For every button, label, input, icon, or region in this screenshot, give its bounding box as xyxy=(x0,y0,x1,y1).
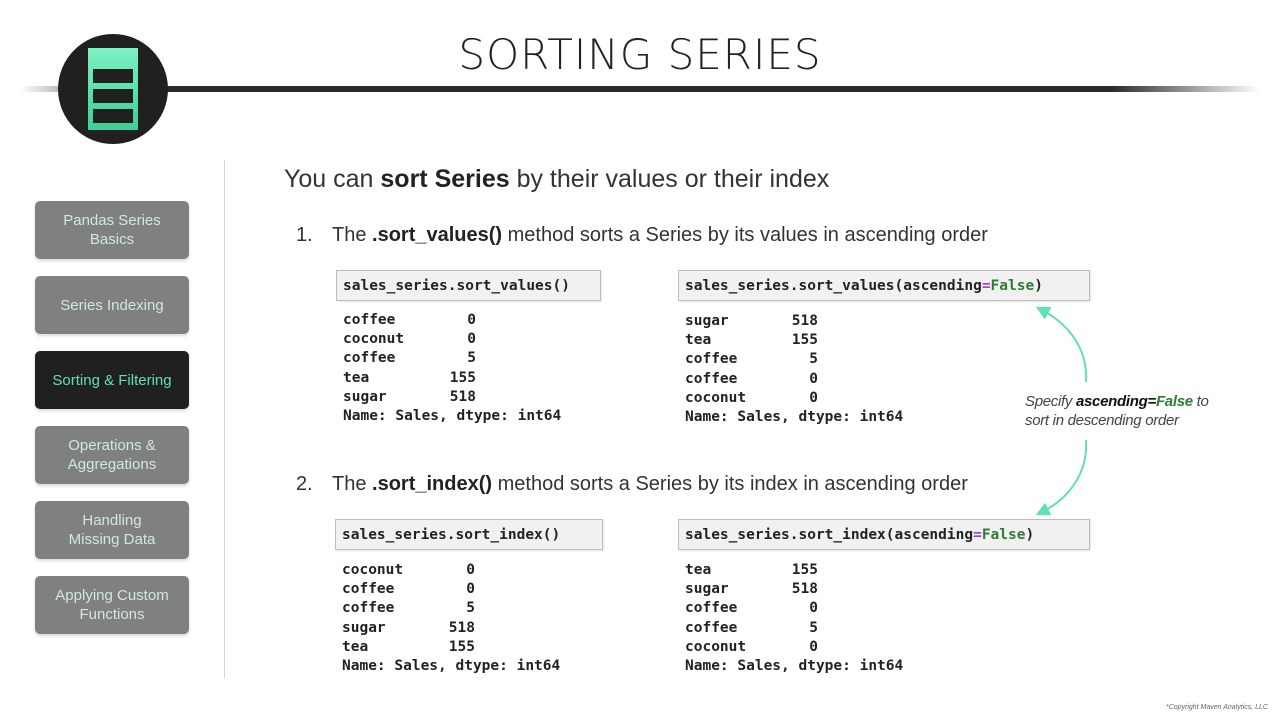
arrow-down-icon xyxy=(1042,440,1086,512)
output-row: coffee 0 xyxy=(685,600,818,617)
output-sort-values xyxy=(343,311,561,426)
output-row: coffee 5 xyxy=(342,600,475,617)
sidebar-divider xyxy=(224,160,225,678)
annotation-text: Specify ascending=False to sort in descending order xyxy=(1025,393,1209,429)
output-row: coconut 0 xyxy=(685,389,818,406)
output-sort-values-descending xyxy=(685,312,903,427)
output-sort-index xyxy=(342,561,560,676)
output-row: sugar 518 xyxy=(342,619,475,636)
output-row: sugar 518 xyxy=(685,313,818,329)
output-row: coffee 0 xyxy=(343,312,476,328)
page-title: SORTING SERIES xyxy=(458,30,822,79)
output-row: tea 155 xyxy=(685,562,818,578)
sidebar-item-handling-missing-data[interactable]: Handling Missing Data xyxy=(35,501,189,559)
step-1: 1. The .sort_values() method sorts a Series by its values in ascending order xyxy=(296,224,988,246)
sidebar-item-series-indexing[interactable]: Series Indexing xyxy=(35,276,189,334)
output-footer: Name: Sales, dtype: int64 xyxy=(343,408,562,425)
output-row: coconut 0 xyxy=(685,638,818,655)
output-sort-index-descending xyxy=(685,561,903,676)
headline: You can sort Series by their values or their index xyxy=(284,165,830,193)
output-row: coffee 0 xyxy=(685,370,818,387)
output-footer: Name: Sales, dtype: int64 xyxy=(685,658,904,675)
sidebar-item-applying-custom-functions[interactable]: Applying Custom Functions xyxy=(35,576,189,634)
step-2: 2. The .sort_index() method sorts a Series by its index in ascending order xyxy=(296,473,968,495)
output-row: coffee 0 xyxy=(342,581,475,598)
output-row: sugar 518 xyxy=(343,388,476,405)
output-row: tea 155 xyxy=(342,638,475,655)
copyright: *Copyright Maven Analytics, LLC xyxy=(1165,704,1268,711)
code-sort-index: sales_series.sort_index() xyxy=(335,519,603,550)
output-row: tea 155 xyxy=(685,332,818,349)
sidebar-item-sorting-filtering[interactable]: Sorting & Filtering xyxy=(35,351,189,409)
output-row: coffee 5 xyxy=(685,619,818,636)
output-row: tea 155 xyxy=(343,369,476,386)
logo xyxy=(58,34,168,144)
output-row: coconut 0 xyxy=(343,331,476,348)
stacked-table-icon xyxy=(88,48,138,130)
title-divider xyxy=(20,86,1260,92)
code-sort-values-descending: sales_series.sort_values(ascending=False) xyxy=(678,270,1090,301)
sidebar-item-operations-aggregations[interactable]: Operations & Aggregations xyxy=(35,426,189,484)
code-sort-index-descending: sales_series.sort_index(ascending=False) xyxy=(678,519,1090,550)
output-row: coffee 5 xyxy=(685,351,818,368)
output-row: sugar 518 xyxy=(685,581,818,598)
output-footer: Name: Sales, dtype: int64 xyxy=(342,658,561,675)
sidebar-item-pandas-series-basics[interactable]: Pandas Series Basics xyxy=(35,201,189,259)
output-row: coffee 5 xyxy=(343,350,476,367)
output-footer: Name: Sales, dtype: int64 xyxy=(685,409,904,426)
arrow-up-icon xyxy=(1042,310,1086,382)
output-row: coconut 0 xyxy=(342,562,475,578)
code-sort-values: sales_series.sort_values() xyxy=(336,270,601,301)
